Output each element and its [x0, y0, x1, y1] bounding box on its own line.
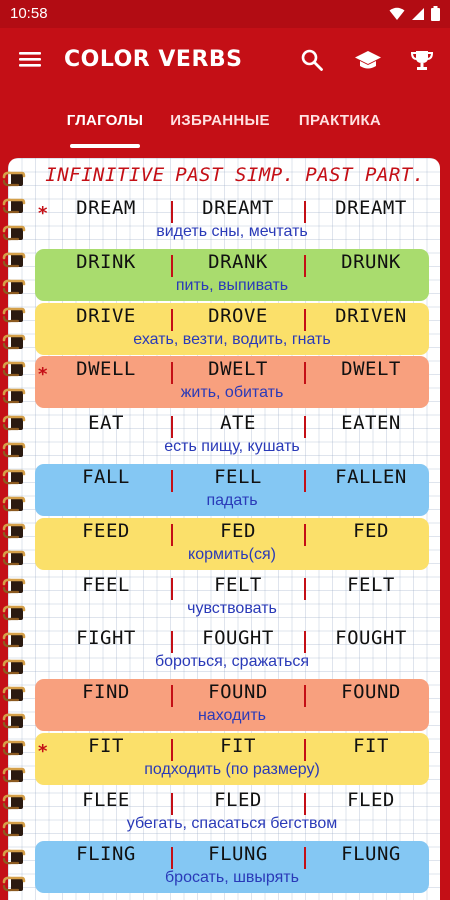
- search-button[interactable]: [298, 46, 326, 74]
- verb-infinitive: EAT: [88, 412, 124, 435]
- verb-row[interactable]: [35, 625, 429, 677]
- verb-past-simple: DROVE: [208, 304, 268, 327]
- tab-verbs[interactable]: ГЛАГОЛЫ: [66, 111, 144, 129]
- spiral-ring: [2, 304, 26, 326]
- spiral-ring: [2, 466, 26, 488]
- app-title: COLOR VERBS: [64, 47, 243, 72]
- verb-row[interactable]: [35, 841, 429, 893]
- verb-translation: ехать, везти, водить, гнать: [133, 330, 331, 348]
- spiral-ring: [2, 656, 26, 678]
- verb-translation: есть пищу, кушать: [164, 438, 300, 456]
- spiral-ring: [2, 791, 26, 813]
- verb-past-simple: FOUND: [208, 681, 268, 704]
- spiral-ring: [2, 276, 26, 298]
- learn-button[interactable]: [354, 46, 382, 74]
- spiral-ring: [2, 547, 26, 569]
- verb-past-participle: FOUND: [341, 681, 401, 704]
- favorite-star: *: [38, 741, 48, 762]
- verb-past-participle: DREAMT: [335, 197, 407, 219]
- infinitive-header: INFINITIVE: [45, 164, 165, 186]
- verb-past-participle: FOUGHT: [335, 627, 407, 650]
- spiral-ring: [2, 195, 26, 217]
- verb-past-participle: FLUNG: [341, 842, 401, 865]
- verb-translation: находить: [197, 707, 267, 725]
- verb-infinitive: FIT: [88, 735, 124, 757]
- past-participle-header: PAST PART.: [305, 164, 425, 186]
- status-bar: [0, 0, 450, 28]
- spiral-ring: [2, 710, 26, 732]
- verb-row[interactable]: [35, 572, 429, 624]
- verb-row[interactable]: [35, 195, 429, 247]
- verb-past-participle: DRUNK: [341, 250, 401, 273]
- verb-infinitive: FALL: [82, 466, 130, 488]
- spiral-ring: [2, 439, 26, 461]
- verb-infinitive: FLEE: [82, 788, 130, 811]
- verb-infinitive: FIGHT: [76, 627, 136, 650]
- favorite-star: *: [38, 203, 48, 224]
- verb-translation: бороться, сражаться: [154, 653, 310, 671]
- verb-infinitive: FEED: [82, 519, 130, 542]
- graduation-cap-icon: [354, 48, 382, 72]
- trophy-icon: [410, 48, 434, 72]
- verb-past-simple: DWELT: [208, 358, 268, 381]
- verb-past-participle: DWELT: [341, 358, 401, 381]
- verb-infinitive: FIND: [82, 681, 130, 704]
- verb-past-participle: FALLEN: [335, 466, 407, 488]
- verb-row[interactable]: [35, 518, 429, 570]
- tab-favorites[interactable]: ИЗБРАННЫЕ: [170, 111, 270, 129]
- favorite-star: *: [38, 364, 48, 386]
- verb-past-participle: FELT: [347, 573, 395, 596]
- spiral-ring: [2, 818, 26, 840]
- verb-past-simple: FLUNG: [208, 842, 268, 865]
- tab-practice[interactable]: ПРАКТИКА: [298, 111, 382, 129]
- spiral-binding: [0, 168, 30, 900]
- hamburger-menu-icon: [18, 48, 42, 70]
- verb-translation: бросать, швырять: [165, 868, 299, 886]
- wifi-icon: [389, 7, 405, 21]
- status-icons: [389, 6, 440, 21]
- verb-past-simple: FED: [220, 519, 256, 542]
- verb-past-simple: ATE: [220, 412, 256, 435]
- verb-past-simple: DREAMT: [202, 197, 274, 219]
- spiral-ring: [2, 493, 26, 515]
- spiral-ring: [2, 520, 26, 542]
- verb-past-participle: DRIVEN: [335, 304, 407, 327]
- spiral-ring: [2, 412, 26, 434]
- verb-infinitive: DREAM: [76, 197, 136, 219]
- verb-row[interactable]: [35, 733, 429, 785]
- verb-translation: чувствовать: [187, 599, 277, 617]
- tab-bar: [0, 92, 450, 148]
- past-simple-header: PAST SIMP.: [175, 164, 295, 186]
- spiral-ring: [2, 249, 26, 271]
- spiral-ring: [2, 385, 26, 407]
- spiral-ring: [2, 683, 26, 705]
- verb-row[interactable]: [35, 249, 429, 301]
- verb-past-participle: FIT: [353, 735, 389, 757]
- verb-row[interactable]: [35, 679, 429, 731]
- spiral-ring: [2, 222, 26, 244]
- verb-past-simple: FIT: [220, 735, 256, 757]
- search-icon: [300, 48, 324, 72]
- signal-icon: [411, 7, 425, 21]
- verb-past-participle: FLED: [347, 788, 395, 811]
- column-headers: [40, 164, 425, 194]
- verb-infinitive: DRINK: [76, 250, 136, 273]
- battery-icon: [431, 6, 440, 21]
- app-bar: [0, 28, 450, 92]
- verb-translation: кормить(ся): [188, 545, 276, 563]
- spiral-ring: [2, 737, 26, 759]
- verb-translation: убегать, спасаться бегством: [126, 814, 338, 832]
- spiral-ring: [2, 331, 26, 353]
- verb-row[interactable]: [35, 464, 429, 516]
- verb-translation: видеть сны, мечтать: [156, 223, 308, 240]
- spiral-ring: [2, 358, 26, 380]
- spiral-ring: [2, 846, 26, 868]
- spiral-ring: [2, 873, 26, 895]
- verb-infinitive: FLING: [76, 842, 136, 865]
- verb-past-simple: FOUGHT: [202, 627, 274, 650]
- spiral-ring: [2, 168, 26, 190]
- trophy-button[interactable]: [408, 46, 436, 74]
- verb-row[interactable]: [35, 410, 429, 462]
- verb-row[interactable]: [35, 787, 429, 839]
- verb-infinitive: DRIVE: [76, 304, 136, 327]
- spiral-ring: [2, 764, 26, 786]
- verb-past-simple: FELT: [214, 573, 262, 596]
- verb-past-simple: DRANK: [208, 250, 268, 273]
- status-time: 10:58: [10, 5, 48, 22]
- menu-button[interactable]: [18, 48, 44, 72]
- verb-translation: подходить (по размеру): [144, 761, 320, 778]
- verb-past-participle: FED: [353, 519, 389, 542]
- verb-row[interactable]: [35, 356, 429, 408]
- verb-infinitive: FEEL: [82, 573, 130, 596]
- spiral-ring: [2, 602, 26, 624]
- verb-past-simple: FLED: [214, 788, 262, 811]
- verb-row[interactable]: [35, 303, 429, 355]
- verb-translation: падать: [206, 492, 258, 509]
- spiral-ring: [2, 629, 26, 651]
- verb-infinitive: DWELL: [76, 358, 136, 381]
- spiral-ring: [2, 575, 26, 597]
- verb-translation: жить, обитать: [180, 384, 284, 402]
- verb-past-participle: EATEN: [341, 412, 401, 435]
- verb-translation: пить, выпивать: [175, 276, 289, 294]
- verb-past-simple: FELL: [214, 466, 262, 488]
